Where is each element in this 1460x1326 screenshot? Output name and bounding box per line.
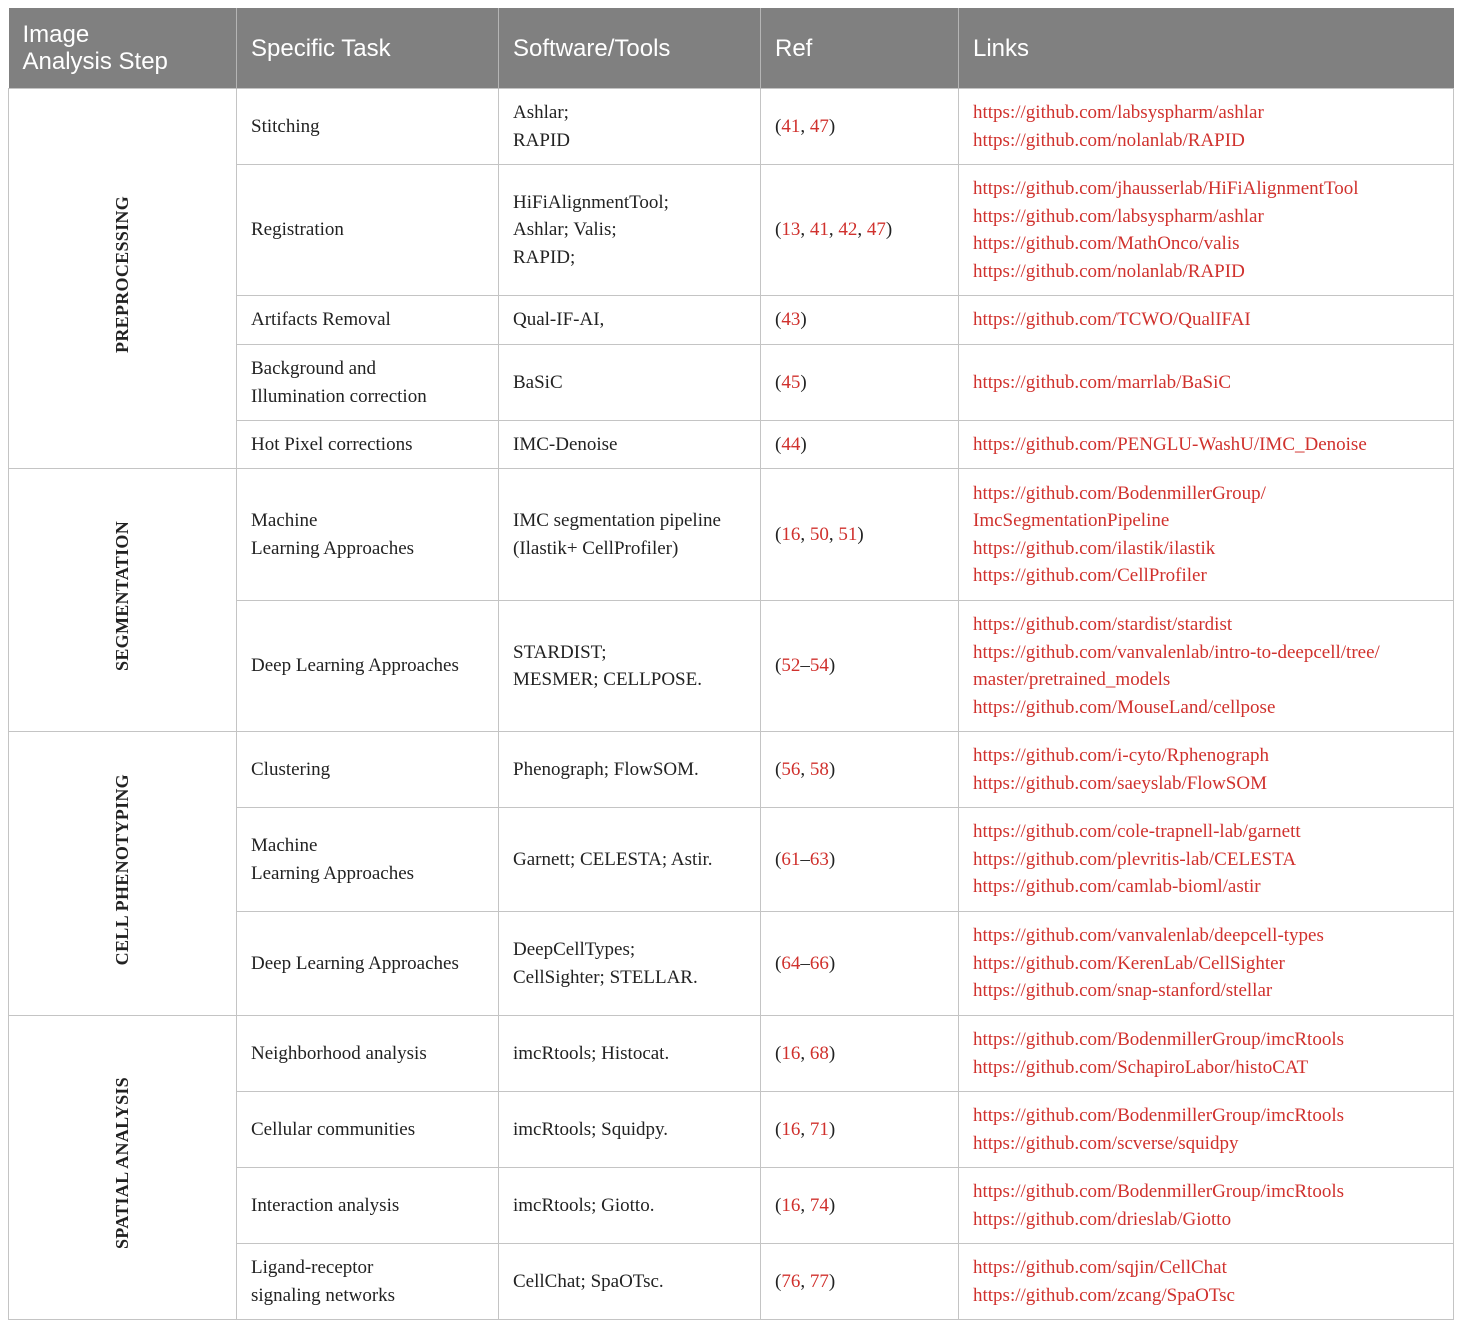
github-link[interactable]: https://github.com/camlab-bioml/astir <box>973 876 1261 898</box>
reference-link[interactable]: 58 <box>809 758 829 780</box>
ref-cell: (43) <box>761 296 959 345</box>
ref-cell: (13, 41, 42, 47) <box>761 165 959 296</box>
github-link[interactable]: https://github.com/snap-stanford/stellar <box>973 980 1273 1002</box>
tools-cell: IMC-Denoise <box>499 421 761 469</box>
github-link[interactable]: https://github.com/MathOnco/valis <box>973 233 1240 254</box>
github-link[interactable]: https://github.com/MouseLand/cellpose <box>973 696 1276 718</box>
github-link[interactable]: https://github.com/nolanlab/RAPID <box>973 260 1245 282</box>
github-link[interactable]: https://github.com/i-cyto/Rphenograph <box>973 745 1270 766</box>
reference-link[interactable]: 63 <box>809 848 829 870</box>
tools-cell: Garnett; CELESTA; Astir. <box>499 808 761 912</box>
reference-link[interactable]: 56 <box>781 758 801 780</box>
github-link[interactable]: https://github.com/saeyslab/FlowSOM <box>973 772 1267 794</box>
tools-table <box>8 8 1454 1320</box>
reference-link[interactable]: 61 <box>781 848 801 870</box>
ref-cell: (61–63) <box>761 808 959 912</box>
github-link[interactable]: master/pretrained_models <box>973 669 1171 690</box>
analysis-step-cell: CELL PHENOTYPING <box>9 732 237 1016</box>
links-cell <box>959 1244 1454 1320</box>
table-header <box>9 8 1454 89</box>
github-link[interactable]: https://github.com/CellProfiler <box>973 565 1207 586</box>
reference-link[interactable]: 41 <box>781 115 801 137</box>
task-cell: Deep Learning Approaches <box>237 601 499 732</box>
tools-cell: BaSiC <box>499 345 761 421</box>
ref-cell: (16, 68) <box>761 1016 959 1092</box>
github-link[interactable]: https://github.com/vanvalenlab/intro-to-deepcell/tree/ <box>973 641 1380 663</box>
task-cell: Machine Learning Approaches <box>237 469 499 601</box>
reference-link[interactable]: 42 <box>838 219 858 241</box>
reference-link[interactable]: 16 <box>781 1118 801 1140</box>
column-header: Specific Task <box>237 8 499 89</box>
ref-cell: (16, 71) <box>761 1092 959 1168</box>
links-cell <box>959 296 1454 345</box>
github-link[interactable]: ImcSegmentationPipeline <box>973 510 1170 531</box>
analysis-step-cell: SPATIAL ANALYSIS <box>9 1016 237 1320</box>
links-cell <box>959 808 1454 912</box>
ref-cell: (56, 58) <box>761 732 959 808</box>
task-cell: Artifacts Removal <box>237 296 499 345</box>
task-cell: Ligand-receptor signaling networks <box>237 1244 499 1320</box>
task-cell: Stitching <box>237 89 499 165</box>
reference-link[interactable]: 43 <box>781 309 801 331</box>
table-row <box>9 89 1454 165</box>
github-link[interactable]: https://github.com/cole-trapnell-lab/garnett <box>973 821 1301 843</box>
github-link[interactable]: https://github.com/zcang/SpaOTsc <box>973 1284 1235 1306</box>
table-row <box>9 469 1454 601</box>
column-header: Ref <box>761 8 959 89</box>
links-cell <box>959 1016 1454 1092</box>
reference-link[interactable]: 47 <box>866 219 886 241</box>
ref-cell: (45) <box>761 345 959 421</box>
task-cell: Registration <box>237 165 499 296</box>
reference-link[interactable]: 52 <box>781 655 801 677</box>
links-cell <box>959 421 1454 469</box>
ref-cell: (76, 77) <box>761 1244 959 1320</box>
reference-link[interactable]: 45 <box>781 371 801 393</box>
github-link[interactable]: https://github.com/SchapiroLabor/histoCAT <box>973 1056 1309 1078</box>
ref-cell: (16, 74) <box>761 1168 959 1244</box>
analysis-step-cell: PREPROCESSING <box>9 89 237 469</box>
reference-link[interactable]: 50 <box>809 523 829 545</box>
reference-link[interactable]: 76 <box>781 1270 801 1292</box>
table-body <box>9 89 1454 1320</box>
task-cell: Neighborhood analysis <box>237 1016 499 1092</box>
reference-link[interactable]: 47 <box>809 115 829 137</box>
reference-link[interactable]: 51 <box>838 523 858 545</box>
task-cell: Deep Learning Approaches <box>237 912 499 1016</box>
ref-cell: (41, 47) <box>761 89 959 165</box>
tools-cell: Qual-IF-AI, <box>499 296 761 345</box>
table-row <box>9 1016 1454 1092</box>
task-cell: Machine Learning Approaches <box>237 808 499 912</box>
column-header: Links <box>959 8 1454 89</box>
github-link[interactable]: https://github.com/KerenLab/CellSighter <box>973 952 1285 974</box>
table-row <box>9 732 1454 808</box>
github-link[interactable]: https://github.com/stardist/stardist <box>973 614 1233 635</box>
github-link[interactable]: https://github.com/vanvalenlab/deepcell-types <box>973 925 1324 947</box>
github-link[interactable]: https://github.com/BodenmillerGroup/imcRtools <box>973 1181 1345 1202</box>
github-link[interactable]: https://github.com/labsyspharm/ashlar <box>973 102 1264 123</box>
reference-link[interactable]: 74 <box>809 1194 829 1216</box>
tools-cell: DeepCellTypes; CellSighter; STELLAR. <box>499 912 761 1016</box>
analysis-step-cell: SEGMENTATION <box>9 469 237 732</box>
links-cell <box>959 1092 1454 1168</box>
tools-cell: CellChat; SpaOTsc. <box>499 1244 761 1320</box>
tools-cell: imcRtools; Squidpy. <box>499 1092 761 1168</box>
column-header: Image Analysis Step <box>9 8 237 89</box>
reference-link[interactable]: 71 <box>809 1118 829 1140</box>
github-link[interactable]: https://github.com/TCWO/QualIFAI <box>973 309 1251 331</box>
github-link[interactable]: https://github.com/plevritis-lab/CELESTA <box>973 848 1297 870</box>
github-link[interactable]: https://github.com/ilastik/ilastik <box>973 537 1216 559</box>
links-cell <box>959 469 1454 601</box>
task-cell: Hot Pixel corrections <box>237 421 499 469</box>
github-link[interactable]: https://github.com/jhausserlab/HiFiAlignmentTool <box>973 178 1359 199</box>
tools-cell: Phenograph; FlowSOM. <box>499 732 761 808</box>
column-header: Software/Tools <box>499 8 761 89</box>
reference-link[interactable]: 41 <box>809 219 829 241</box>
reference-link[interactable]: 16 <box>781 1042 801 1064</box>
links-cell <box>959 601 1454 732</box>
ref-cell: (52–54) <box>761 601 959 732</box>
reference-link[interactable]: 64 <box>781 952 801 974</box>
links-cell <box>959 165 1454 296</box>
tools-cell: STARDIST; MESMER; CELLPOSE. <box>499 601 761 732</box>
links-cell <box>959 345 1454 421</box>
links-cell <box>959 912 1454 1016</box>
tools-cell: HiFiAlignmentTool; Ashlar; Valis; RAPID; <box>499 165 761 296</box>
ref-cell: (44) <box>761 421 959 469</box>
reference-link[interactable]: 66 <box>809 952 829 974</box>
reference-link[interactable]: 68 <box>809 1042 829 1064</box>
links-cell <box>959 732 1454 808</box>
github-link[interactable]: https://github.com/BodenmillerGroup/ <box>973 482 1266 504</box>
github-link[interactable]: https://github.com/scverse/squidpy <box>973 1132 1239 1154</box>
task-cell: Clustering <box>237 732 499 808</box>
github-link[interactable]: https://github.com/nolanlab/RAPID <box>973 129 1245 151</box>
ref-cell: (64–66) <box>761 912 959 1016</box>
github-link[interactable]: https://github.com/PENGLU-WashU/IMC_Denoise <box>973 433 1367 455</box>
reference-link[interactable]: 54 <box>809 655 829 677</box>
reference-link[interactable]: 16 <box>781 523 801 545</box>
tools-cell: imcRtools; Giotto. <box>499 1168 761 1244</box>
links-cell <box>959 89 1454 165</box>
github-link[interactable]: https://github.com/labsyspharm/ashlar <box>973 205 1264 227</box>
github-link[interactable]: https://github.com/sqjin/CellChat <box>973 1257 1227 1278</box>
reference-link[interactable]: 77 <box>809 1270 829 1292</box>
tools-cell: Ashlar; RAPID <box>499 89 761 165</box>
github-link[interactable]: https://github.com/BodenmillerGroup/imcRtools <box>973 1105 1345 1126</box>
reference-link[interactable]: 44 <box>781 433 801 455</box>
ref-cell: (16, 50, 51) <box>761 469 959 601</box>
reference-link[interactable]: 13 <box>781 219 801 241</box>
github-link[interactable]: https://github.com/drieslab/Giotto <box>973 1208 1232 1230</box>
reference-link[interactable]: 16 <box>781 1194 801 1216</box>
tools-cell: imcRtools; Histocat. <box>499 1016 761 1092</box>
tools-cell: IMC segmentation pipeline (Ilastik+ CellProfiler) <box>499 469 761 601</box>
task-cell: Cellular communities <box>237 1092 499 1168</box>
github-link[interactable]: https://github.com/BodenmillerGroup/imcRtools <box>973 1029 1345 1050</box>
task-cell: Interaction analysis <box>237 1168 499 1244</box>
links-cell <box>959 1168 1454 1244</box>
task-cell: Background and Illumination correction <box>237 345 499 421</box>
github-link[interactable]: https://github.com/marrlab/BaSiC <box>973 371 1232 393</box>
